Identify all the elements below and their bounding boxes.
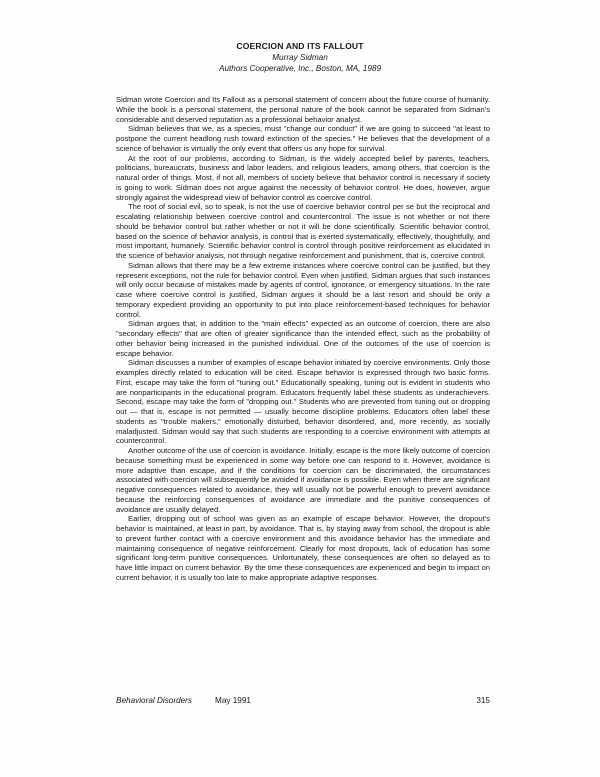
journal-name: Behavioral Disorders (116, 696, 192, 705)
book-publisher: Authors Cooperative, Inc., Boston, MA, 1989 (218, 64, 382, 73)
body-paragraph: Sidman argues that, in addition to the "main effects" expected as an outcome of coercion, there are also "secondary effects" that are often of greater significance than the intended effect, such as the probability of other behavior being increased in the punished individual. One of the outcomes of the use of coercion is escape behavior. (116, 319, 490, 358)
review-header (0, 41, 600, 74)
page-number: 315 (476, 696, 490, 705)
body-paragraph: Sidman believes that we, as a species, must "change our conduct" if we are going to succeed "at least to postpone the current headlong rush toward extinction of the species." He believes that the development of a science of behavior is virtually the only event that offers us any hope for survival. (116, 124, 490, 153)
issue-date: May 1991 (215, 696, 251, 705)
body-paragraph: Earlier, dropping out of school was given as an example of escape behavior. However, the dropout's behavior is maintained, at least in part, by avoidance. That is, by staying away from school, the dropout is able to prevent further contact with a coercive environment and this avoidance behavior has the immediate and maintaining consequence of negative reinforcement. Clearly for most dropouts, lack of education has some significant long-term punitive consequences. Unfortunately, these consequences are often so delayed as to have little impact on current behavior. By the time these consequences are experienced and begin to impact on current behavior, it is usually too late to make appropriate adaptive responses. (116, 514, 490, 582)
book-author: Murray Sidman (272, 53, 328, 62)
body-paragraph: Sidman wrote Coercion and Its Fallout as a personal statement of concern about the future course of humanity. While the book is a personal statement, the personal nature of the book cannot be separated from Sidman's considerable and deserved reputation as a professional behavior analyst. (116, 95, 490, 124)
page-footer (116, 696, 490, 708)
body-paragraph: Sidman discusses a number of examples of escape behavior initiated by coercive environments. Only those examples directly related to education will be cited. Escape behavior is expressed through two basic forms. First, escape may take the form of "tuning out." Educationally speaking, tuning out is evident in students who are nonparticipants in the educational program. Educators frequently label these students as underachievers. Second, escape may take the form of "dropping out." Students who are prevented from tuning out or dropping out — that is, escape is not permitted — usually become discipline problems. Educators often label these students as "trouble makers," emotionally disturbed, behavior disordered, and, more recently, as socially maladjusted. Sidman would say that such students are responding to a coercive environment with attempts at countercontrol. (116, 358, 490, 446)
body-paragraph: Another outcome of the use of coercion is avoidance. Initially, escape is the more likely outcome of coercion because something must be experienced in some way before one can respond to it. However, avoidance is more adaptive than escape, and if the conditions for coercion can be discriminated, the circumstances associated with coercion will subsequently be avoided if avoidance is possible. Even when there are significant negative consequences related to avoidance, they will usually not be powerful enough to prevent avoidance because the reinforcing consequences of avoidance are immediate and the punitive consequences of avoidance are usually delayed. (116, 446, 490, 514)
body-paragraph: Sidman allows that there may be a few extreme instances where coercive control can be justified, but they represent exceptions, not the rule for behavior control. Even when justified, Sidman argues that such instances will only occur because of mistakes made by agents of control, ignorance, or emergency situations. In the rare case where coercive control is justified, Sidman argues it should be a last resort and should be only a temporary expedient providing an opportunity to put into place reinforcement-based techniques for behavior control. (116, 260, 490, 319)
body-paragraph: The root of social evil, so to speak, is not the use of coercive behavior control per se but the reciprocal and escalating relationship between coercive control and countercontrol. The issue is not whether or not there should be behavior control but rather whether or not it will be done scientifically. Scientific behavior control, based on the science of behavior analysis, is control that is exerted systematically, effectively, thoughtfully, and most important, humanely. Scientific behavior control is control through positive reinforcement as elucidated in the science of behavior analysis, not through negative reinforcement and punishment, that is, coercive control. (116, 202, 490, 260)
book-title: COERCION AND ITS FALLOUT (236, 41, 364, 51)
review-body (116, 95, 490, 583)
body-paragraph: At the root of our problems, according to Sidman, is the widely accepted belief by parents, teachers, politicians, bureaucrats, business and labor leaders, and religious leaders, among others, that coercion is the natural order of things. Most, if not all, members of society believe that behavior control is necessary if society is going to work. Sidman does not argue against the necessity of behavior control. He does, however, argue strongly against the widespread view of behavior control as coercive control. (116, 153, 490, 202)
